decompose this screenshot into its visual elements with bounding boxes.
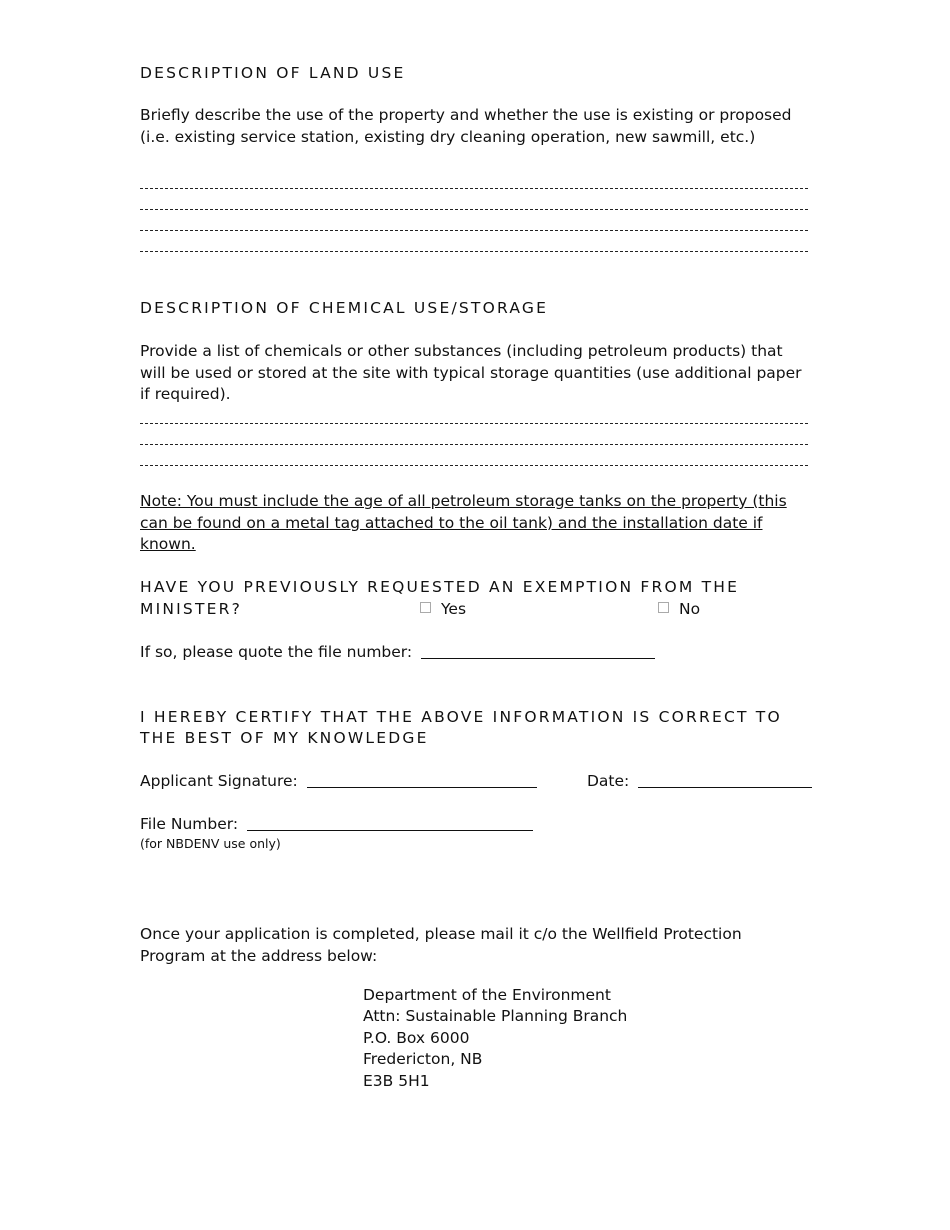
land-use-line-4[interactable]	[140, 251, 808, 252]
no-option[interactable]	[658, 599, 700, 621]
land-use-line-2[interactable]	[140, 209, 808, 210]
signature-row	[140, 771, 537, 793]
mailing-instructions: Once your application is completed, please mail it c/o the Wellfield Protection Program at the address below:	[140, 925, 742, 965]
chemical-use-line-1[interactable]	[140, 423, 808, 424]
file-number-field[interactable]	[247, 816, 533, 831]
date-field[interactable]	[638, 773, 812, 788]
storage-tank-note: Note: You must include the age of all petroleum storage tanks on the property (this can be found on a metal tag attached to the oil tank) and the installation date if known.	[140, 492, 787, 553]
chemical-use-heading: DESCRIPTION OF CHEMICAL USE/STORAGE	[140, 299, 549, 317]
chemical-use-instructions: Provide a list of chemicals or other substances (including petroleum products) that will be used or stored at the site with typical storage quantities (use additional paper if required).	[140, 342, 802, 403]
land-use-heading: DESCRIPTION OF LAND USE	[140, 64, 406, 82]
address-line-2: Attn: Sustainable Planning Branch	[363, 1007, 628, 1025]
chemical-use-line-3[interactable]	[140, 465, 808, 466]
exemption-heading-line-1: HAVE YOU PREVIOUSLY REQUESTED AN EXEMPTION FROM THE	[140, 578, 740, 596]
exemption-file-number-field[interactable]	[421, 644, 655, 659]
yes-option[interactable]	[420, 599, 466, 621]
file-number-row	[140, 814, 533, 836]
date-row	[587, 771, 812, 793]
address-line-3: P.O. Box 6000	[363, 1029, 470, 1047]
file-number-note: (for NBDENV use only)	[140, 836, 281, 851]
exemption-file-number-row	[140, 642, 655, 664]
land-use-instructions: Briefly describe the use of the property and whether the use is existing or proposed (i.e. existing service station, existing dry cleaning operation, new sawmill, etc.)	[140, 106, 792, 146]
chemical-use-line-2[interactable]	[140, 444, 808, 445]
date-label: Date:	[587, 772, 630, 790]
signature-field[interactable]	[307, 773, 537, 788]
certification-heading-line-1: I HEREBY CERTIFY THAT THE ABOVE INFORMATION IS CORRECT TO	[140, 708, 782, 726]
no-label: No	[679, 600, 701, 618]
signature-label: Applicant Signature:	[140, 772, 298, 790]
yes-checkbox[interactable]	[420, 602, 431, 613]
address-line-5: E3B 5H1	[363, 1072, 430, 1090]
exemption-heading-line-2: MINISTER?	[140, 600, 243, 618]
exemption-file-number-prompt: If so, please quote the file number:	[140, 643, 413, 661]
no-checkbox[interactable]	[658, 602, 669, 613]
yes-label: Yes	[441, 600, 467, 618]
address-line-4: Fredericton, NB	[363, 1050, 483, 1068]
land-use-line-3[interactable]	[140, 230, 808, 231]
land-use-line-1[interactable]	[140, 188, 808, 189]
address-line-1: Department of the Environment	[363, 986, 611, 1004]
certification-heading-line-2: THE BEST OF MY KNOWLEDGE	[140, 729, 429, 747]
file-number-label: File Number:	[140, 815, 239, 833]
